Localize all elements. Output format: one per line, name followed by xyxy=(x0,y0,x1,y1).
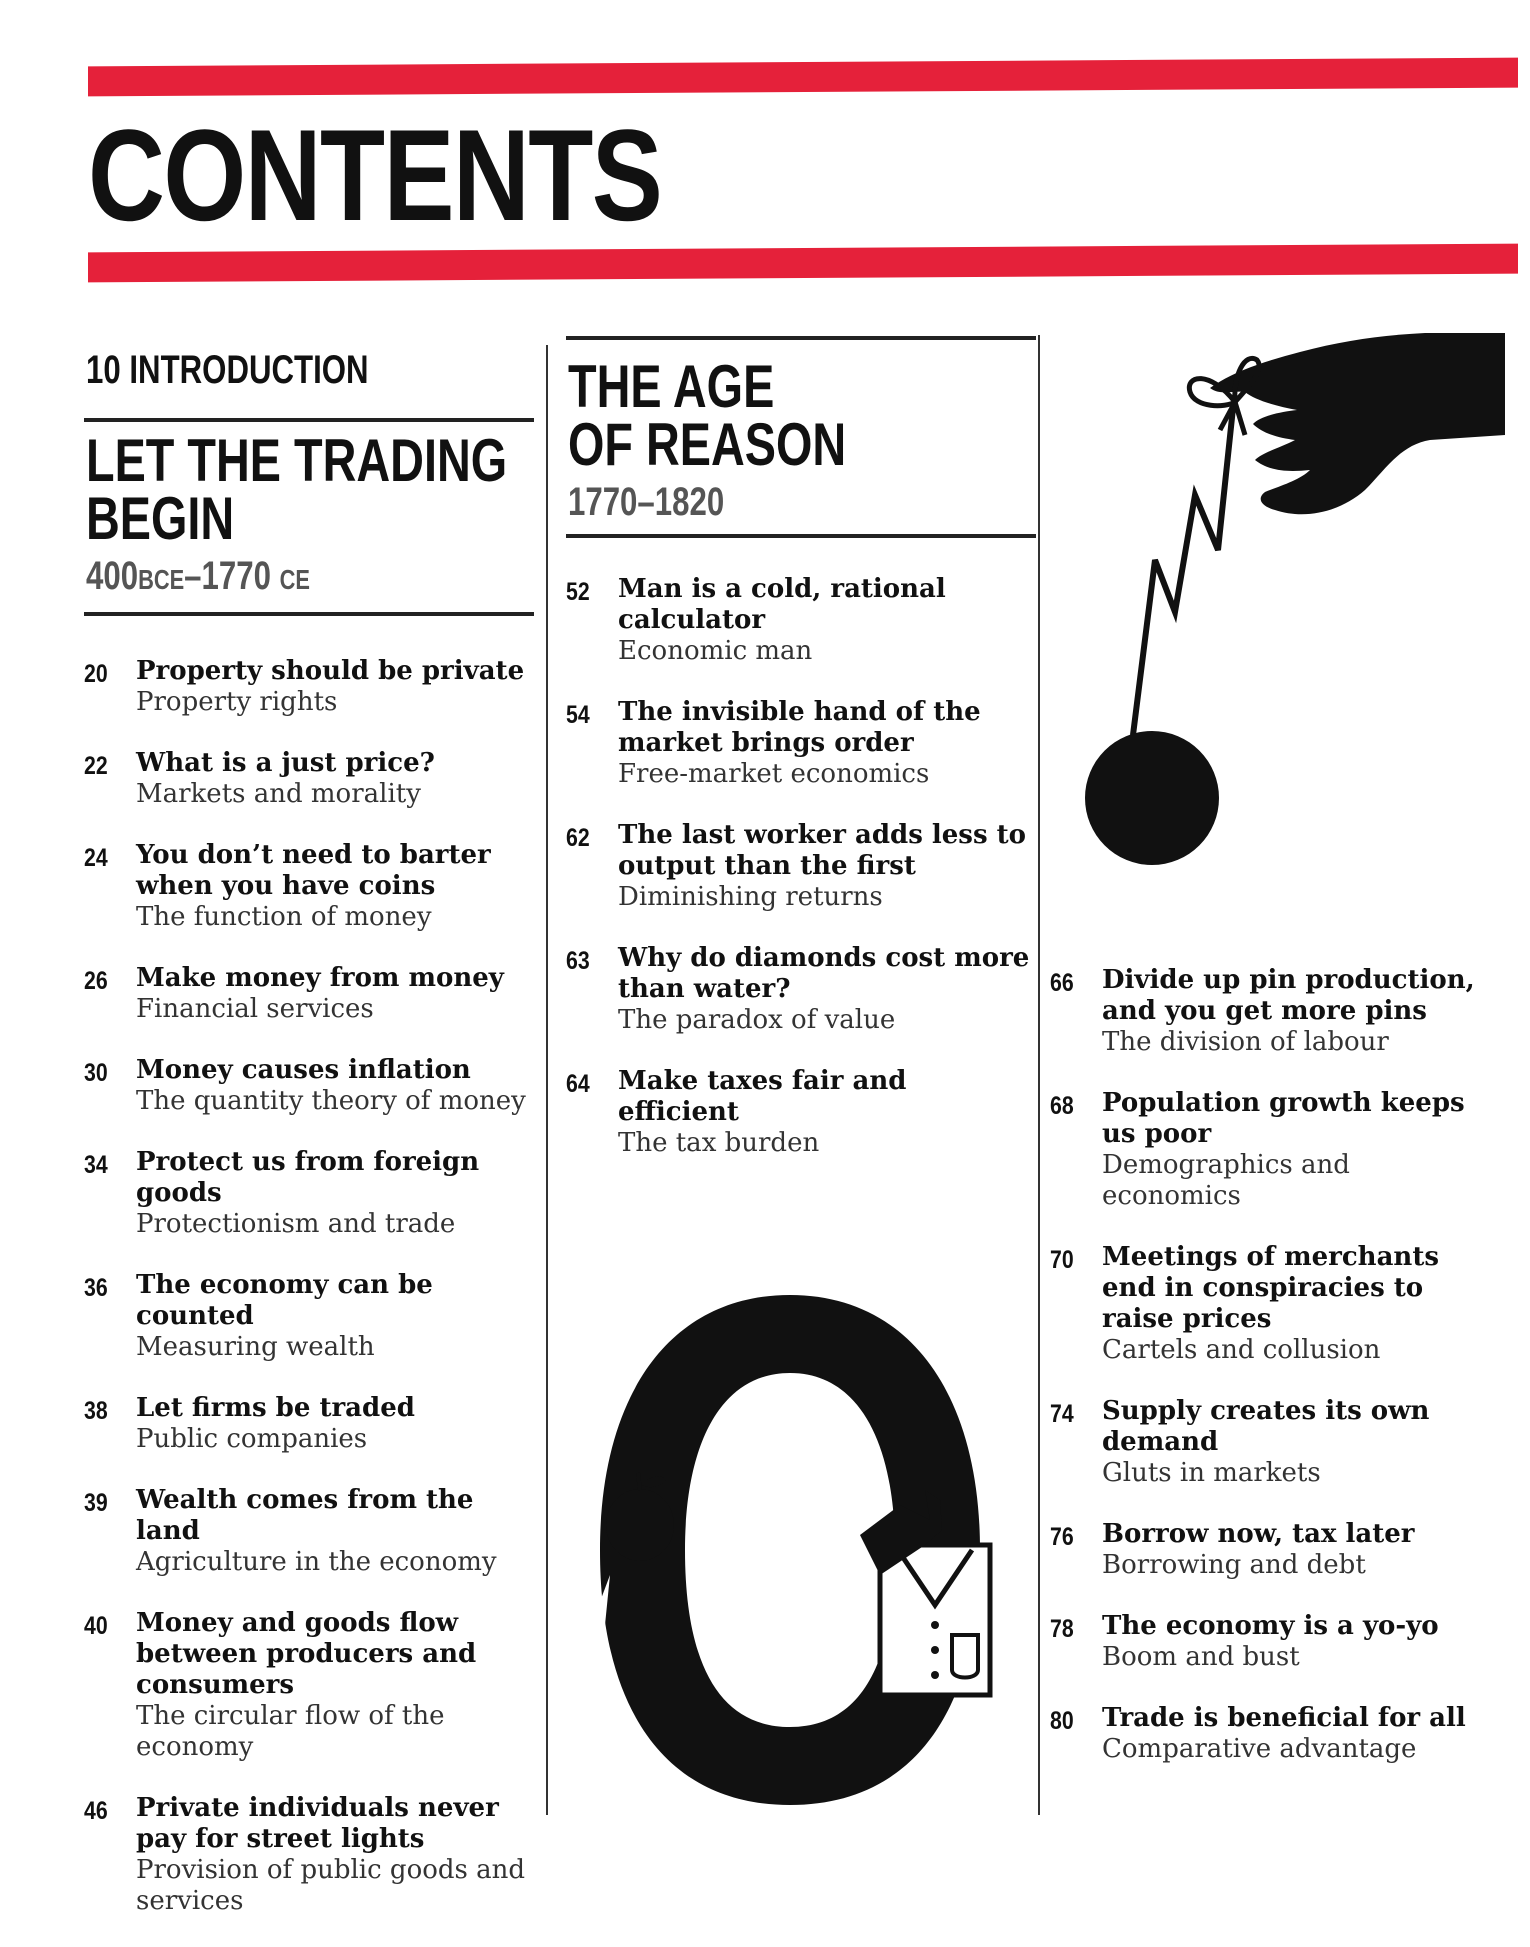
entry-text xyxy=(618,574,1036,667)
entry-subtitle: The paradox of value xyxy=(618,1005,896,1035)
entry-page-number: 62 xyxy=(566,824,590,852)
date-end: 1770 xyxy=(201,554,271,598)
entry-title: Why do diamonds cost more than water? xyxy=(618,943,1030,1004)
entry-page-number: 24 xyxy=(84,844,108,872)
section-dates xyxy=(86,554,435,602)
entry-subtitle: Gluts in markets xyxy=(1102,1458,1321,1488)
entry-title: Trade is beneficial for all xyxy=(1102,1703,1466,1733)
entry-page-number: 34 xyxy=(84,1151,108,1179)
entry-text xyxy=(1102,1242,1495,1366)
entry-title: Make money from money xyxy=(136,963,504,993)
toc-entry[interactable] xyxy=(84,1147,534,1240)
entry-title: The economy can be counted xyxy=(136,1270,433,1331)
entry-subtitle: The quantity theory of money xyxy=(136,1086,526,1116)
entry-text xyxy=(618,697,1036,790)
column-divider-1 xyxy=(546,345,548,1815)
entry-text xyxy=(136,1608,534,1763)
entry-page-number: 76 xyxy=(1050,1523,1074,1551)
entry-text xyxy=(618,820,1036,913)
toc-entry[interactable] xyxy=(566,1066,1036,1159)
entry-text xyxy=(1102,965,1495,1058)
toc-entry[interactable] xyxy=(84,1270,534,1363)
entry-subtitle: Economic man xyxy=(618,636,813,666)
entry-text xyxy=(136,1270,534,1363)
hand-yoyo-icon xyxy=(1085,330,1525,890)
entry-page-number: 22 xyxy=(84,752,108,780)
entry-title: The invisible hand of the market brings order xyxy=(618,697,981,758)
entry-title: Property should be private xyxy=(136,656,525,686)
toc-entry[interactable] xyxy=(1050,1396,1495,1489)
toc-entry[interactable] xyxy=(84,840,534,933)
entry-title: Supply creates its own demand xyxy=(1102,1396,1430,1457)
section-title-line: LET THE TRADING xyxy=(86,427,508,494)
top-red-bar xyxy=(88,58,1518,97)
section-rule-top xyxy=(566,336,1036,340)
introduction-page: 10 xyxy=(86,348,121,392)
section-title xyxy=(568,353,933,478)
entry-title: Make taxes fair and efficient xyxy=(618,1066,907,1127)
entry-text xyxy=(136,1485,534,1578)
entry-text xyxy=(136,1147,534,1240)
entry-page-number: 66 xyxy=(1050,969,1074,997)
entry-page-number: 30 xyxy=(84,1059,108,1087)
toc-entry[interactable] xyxy=(566,820,1036,913)
entry-subtitle: Agriculture in the economy xyxy=(136,1547,497,1577)
section-title-line: THE AGE xyxy=(568,353,775,420)
entry-page-number: 38 xyxy=(84,1397,108,1425)
entry-subtitle: Provision of public goods and services xyxy=(136,1855,526,1916)
entry-text xyxy=(136,1055,526,1117)
entry-title: Protect us from foreign goods xyxy=(136,1147,480,1208)
entry-page-number: 46 xyxy=(84,1797,108,1825)
toc-entry[interactable] xyxy=(1050,1088,1495,1212)
entry-page-number: 74 xyxy=(1050,1400,1074,1428)
column-1 xyxy=(84,330,534,1947)
page-title: CONTENTS xyxy=(88,102,662,248)
entry-subtitle: Free-market economics xyxy=(618,759,930,789)
exchange-ring-icon xyxy=(580,1275,1000,1820)
toc-entry[interactable] xyxy=(566,697,1036,790)
section-title-line: OF REASON xyxy=(568,411,847,478)
entry-title: Population growth keeps us poor xyxy=(1102,1088,1465,1149)
entry-text xyxy=(136,748,435,810)
entry-subtitle: The division of labour xyxy=(1102,1027,1389,1057)
entry-subtitle: Comparative advantage xyxy=(1102,1734,1417,1764)
entry-subtitle: Public companies xyxy=(136,1424,368,1454)
entry-page-number: 52 xyxy=(566,578,590,606)
entry-title: Money causes inflation xyxy=(136,1055,471,1085)
entry-text xyxy=(136,840,534,933)
entry-title: Private individuals never pay for street lights xyxy=(136,1793,499,1854)
toc-entry[interactable] xyxy=(1050,1242,1495,1366)
entry-text xyxy=(618,943,1036,1036)
entry-title: Money and goods flow between producers and consumers xyxy=(136,1608,477,1700)
toc-entry[interactable] xyxy=(566,574,1036,667)
toc-entry[interactable] xyxy=(1050,1703,1495,1765)
entry-list xyxy=(566,574,1036,1159)
entry-title: You don’t need to barter when you have coins xyxy=(136,840,491,901)
entry-page-number: 26 xyxy=(84,967,108,995)
entry-text xyxy=(1102,1703,1466,1765)
section-title-line: BEGIN xyxy=(86,485,235,552)
entry-page-number: 64 xyxy=(566,1070,590,1098)
entry-text xyxy=(136,1793,534,1917)
entry-subtitle: The circular flow of the economy xyxy=(136,1701,445,1762)
entry-subtitle: Protectionism and trade xyxy=(136,1209,456,1239)
entry-page-number: 20 xyxy=(84,660,108,688)
date-start: 400 xyxy=(86,554,139,598)
entry-page-number: 70 xyxy=(1050,1246,1074,1274)
section-rule-bottom xyxy=(566,534,1036,538)
entry-subtitle: Boom and bust xyxy=(1102,1642,1300,1672)
toc-entry[interactable] xyxy=(84,1055,534,1117)
entry-title: Divide up pin production, and you get more pins xyxy=(1102,965,1475,1026)
entry-page-number: 68 xyxy=(1050,1092,1074,1120)
entry-title: Man is a cold, rational calculator xyxy=(618,574,946,635)
entry-text xyxy=(1102,1519,1414,1581)
toc-entry[interactable] xyxy=(1050,1519,1495,1581)
column-divider-2 xyxy=(1038,335,1040,1815)
entry-subtitle: Cartels and collusion xyxy=(1102,1335,1381,1365)
entry-text xyxy=(1102,1088,1495,1212)
toc-entry[interactable] xyxy=(1050,1611,1495,1673)
entry-subtitle: Demographics and economics xyxy=(1102,1150,1350,1211)
entry-title: The last worker adds less to output than the first xyxy=(618,820,1026,881)
section-rule-top xyxy=(84,418,534,422)
entry-subtitle: Borrowing and debt xyxy=(1102,1550,1366,1580)
toc-entry[interactable] xyxy=(84,1393,534,1455)
entry-text xyxy=(136,656,524,718)
entry-subtitle: The function of money xyxy=(136,902,432,932)
entry-page-number: 78 xyxy=(1050,1615,1074,1643)
entry-text xyxy=(136,963,504,1025)
entry-title: The economy is a yo-yo xyxy=(1102,1611,1439,1641)
entry-subtitle: The tax burden xyxy=(618,1128,820,1158)
column-3 xyxy=(1050,965,1495,1795)
entry-page-number: 63 xyxy=(566,947,590,975)
entry-page-number: 40 xyxy=(84,1612,108,1640)
introduction-label: INTRODUCTION xyxy=(129,348,369,392)
toc-entry[interactable] xyxy=(84,963,534,1025)
date-start-era: BCE xyxy=(138,564,185,595)
entry-text xyxy=(618,1066,1036,1159)
section-rule-bottom xyxy=(84,612,534,616)
date-dash: – xyxy=(184,554,202,598)
entry-list xyxy=(84,656,534,1917)
toc-entry[interactable] xyxy=(1050,965,1495,1058)
entry-subtitle: Markets and morality xyxy=(136,779,421,809)
entry-title: Let firms be traded xyxy=(136,1393,415,1423)
date-end-era: CE xyxy=(279,564,310,595)
section-title xyxy=(86,427,508,552)
column-2 xyxy=(566,330,1036,1189)
entry-list xyxy=(1050,965,1495,1765)
entry-title: What is a just price? xyxy=(136,748,435,778)
introduction-entry[interactable] xyxy=(86,348,435,392)
toc-entry[interactable] xyxy=(566,943,1036,1036)
entry-text xyxy=(136,1393,415,1455)
entry-page-number: 36 xyxy=(84,1274,108,1302)
toc-entry[interactable] xyxy=(84,656,534,718)
section-dates: 1770–1820 xyxy=(568,480,725,524)
entry-subtitle: Property rights xyxy=(136,687,338,717)
entry-page-number: 39 xyxy=(84,1489,108,1517)
toc-entry[interactable] xyxy=(84,1608,534,1763)
entry-text xyxy=(1102,1611,1439,1673)
entry-page-number: 54 xyxy=(566,701,590,729)
entry-title: Meetings of merchants end in conspiracies to raise prices xyxy=(1102,1242,1439,1334)
toc-entry[interactable] xyxy=(84,1793,534,1917)
entry-title: Borrow now, tax later xyxy=(1102,1519,1415,1549)
entry-subtitle: Diminishing returns xyxy=(618,882,883,912)
entry-subtitle: Measuring wealth xyxy=(136,1332,375,1362)
entry-page-number: 80 xyxy=(1050,1707,1074,1735)
entry-title: Wealth comes from the land xyxy=(136,1485,474,1546)
entry-subtitle: Financial services xyxy=(136,994,374,1024)
entry-text xyxy=(1102,1396,1495,1489)
toc-entry[interactable] xyxy=(84,748,534,810)
toc-entry[interactable] xyxy=(84,1485,534,1578)
bottom-red-bar xyxy=(88,244,1518,283)
